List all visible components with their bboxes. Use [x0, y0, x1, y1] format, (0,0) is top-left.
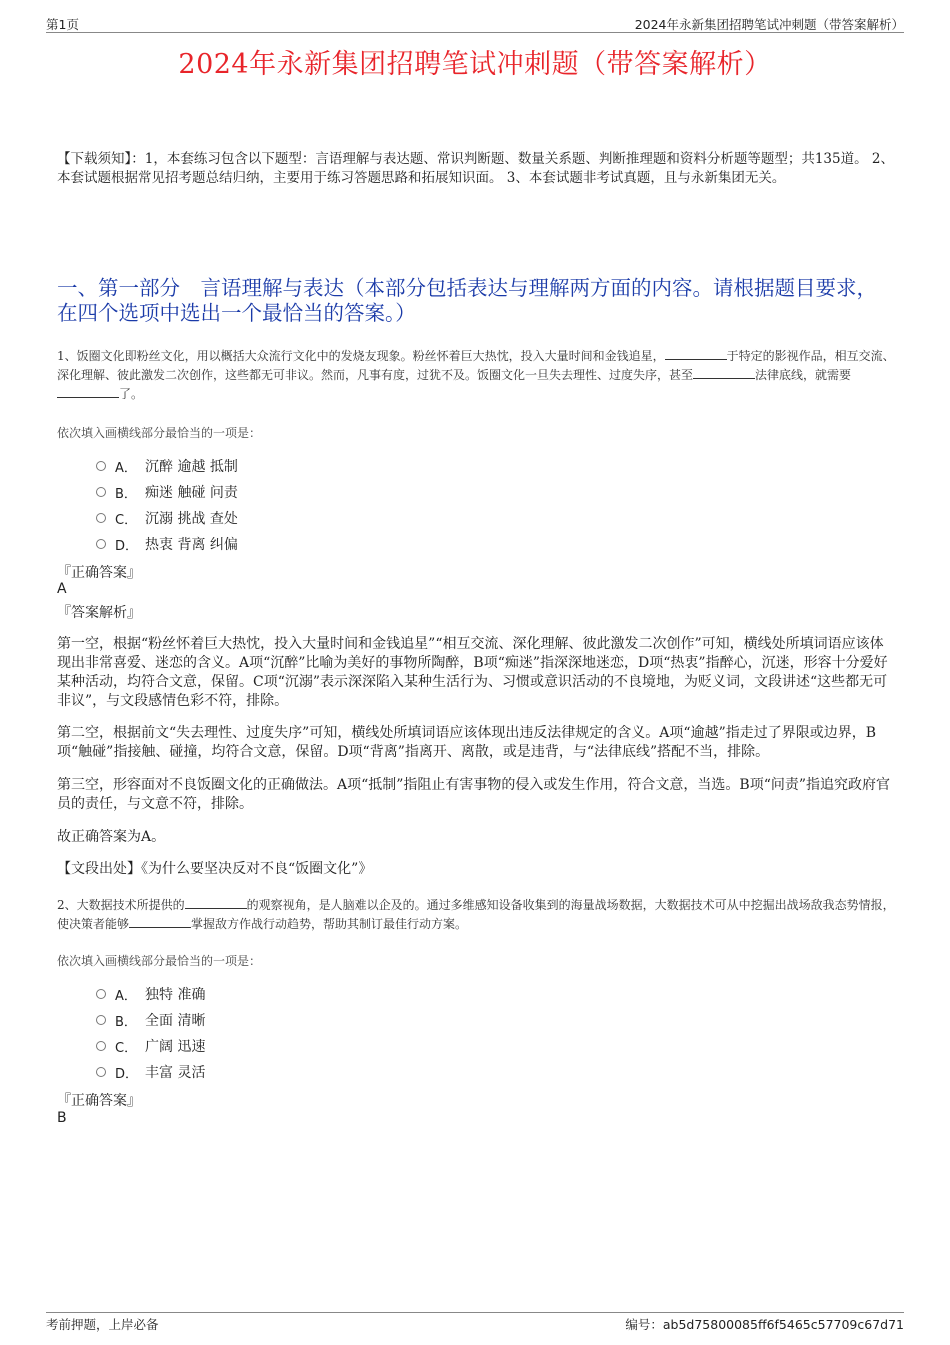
- page-number: 第1页: [46, 17, 79, 32]
- answer-blank: [665, 348, 727, 360]
- option-text: 独特 准确: [145, 987, 206, 1003]
- question-2-options: [96, 981, 205, 1085]
- option-letter: C．: [115, 512, 138, 528]
- answer-blank: [185, 897, 247, 909]
- q1-text-part: 法律底线，就需要: [755, 368, 852, 382]
- correct-answer-label: 『正确答案』: [57, 1093, 141, 1109]
- section-heading: 一、第一部分 言语理解与表达（本部分包括表达与理解两方面的内容。请根据题目要求，在四个选项中选出一个最恰当的答案。）: [57, 276, 877, 325]
- option-text: 沉溺 挑战 查处: [145, 511, 238, 527]
- download-notice: 【下载须知】：1，本套练习包含以下题型：言语理解与表达题、常识判断题、数量关系题、判断推理题和资料分析题等题型；共135道。 2、本套试题根据常见招考题总结归纳，主要用于练习答题思路和拓展知识面。 3、本套试题非考试真题，且与永新集团无关。: [57, 151, 894, 186]
- document-serial: 编号：ab5d75800085ff6f5465c57709c67d71: [625, 1317, 904, 1332]
- radio-icon[interactable]: [96, 539, 106, 549]
- question-1-text: [57, 347, 900, 404]
- radio-icon[interactable]: [96, 513, 106, 523]
- option-text: 沉醉 逾越 抵制: [145, 459, 238, 475]
- answer-blank: [129, 916, 191, 928]
- option-text: 丰富 灵活: [145, 1065, 206, 1081]
- header-doc-title: 2024年永新集团招聘笔试冲刺题（带答案解析）: [634, 17, 904, 32]
- question-2-prompt: 依次填入画横线部分最恰当的一项是：: [57, 954, 262, 968]
- analysis-label: 『答案解析』: [57, 605, 141, 621]
- option-letter: A．: [115, 460, 137, 476]
- q2-text-part: 掌握敌方作战行动趋势，帮助其制订最佳行动方案。: [191, 917, 468, 931]
- option-b[interactable]: [96, 1007, 205, 1033]
- option-text: 全面 清晰: [145, 1013, 206, 1029]
- option-letter: A．: [115, 988, 137, 1004]
- option-letter: D．: [115, 1066, 139, 1082]
- page-footer: [46, 1312, 904, 1333]
- option-c[interactable]: [96, 1033, 205, 1059]
- option-letter: B．: [115, 1014, 137, 1030]
- radio-icon[interactable]: [96, 1041, 106, 1051]
- q1-text-part: 1、饭圈文化即粉丝文化，用以概括大众流行文化中的发烧友现象。粉丝怀着巨大热忱，投入大量时间和金钱追星，: [57, 349, 665, 363]
- q1-text-part: 了。: [119, 387, 144, 401]
- radio-icon[interactable]: [96, 989, 106, 999]
- option-a[interactable]: [96, 453, 238, 479]
- analysis-paragraph: 第三空，形容面对不良饭圈文化的正确做法。A项“抵制”指阻止有害事物的侵入或发生作用，符合文意，当选。B项“问责”指追究政府官员的责任，与文意不符，排除。: [57, 777, 891, 812]
- option-a[interactable]: [96, 981, 205, 1007]
- option-c[interactable]: [96, 505, 238, 531]
- option-letter: B．: [115, 486, 137, 502]
- footer-slogan: 考前押题，上岸必备: [46, 1317, 159, 1332]
- radio-icon[interactable]: [96, 1067, 106, 1077]
- option-text: 热衷 背离 纠偏: [145, 537, 238, 553]
- question-2-text: [57, 896, 900, 934]
- question-1-prompt: 依次填入画横线部分最恰当的一项是：: [57, 426, 262, 440]
- radio-icon[interactable]: [96, 1015, 106, 1025]
- option-letter: D．: [115, 538, 139, 554]
- option-d[interactable]: [96, 1059, 205, 1085]
- document-title: 2024年永新集团招聘笔试冲刺题（带答案解析）: [178, 49, 772, 80]
- correct-answer: B: [57, 1110, 67, 1126]
- analysis-paragraph: 第一空，根据“粉丝怀着巨大热忱，投入大量时间和金钱追星”“相互交流、深化理解、彼此激发二次创作”可知，横线处所填词语应该体现出非常喜爱、迷恋的含义。A项“沉醉”比喻为美好的事物所陶醉，B项“痴迷”指深深地迷恋，D项“热衷”指醉心，沉迷，形容十分爱好某种活动，均符合文意，保留。C项“沉溺”表示深深陷入某种生活行为、习惯或意识活动的不良境地，为贬义词，文段讲述“这些都无可非议”，与文段感情色彩不符，排除。: [57, 636, 888, 709]
- analysis-paragraph: 第二空，根据前文“失去理性、过度失序”可知，横线处所填词语应该体现出违反法律规定的含义。A项“逾越”指走过了界限或边界，B项“触碰”指接触、碰撞，均符合文意，保留。D项“背离”指离开、离散，或是违背，与“法律底线”搭配不当，排除。: [57, 725, 877, 760]
- option-text: 痴迷 触碰 问责: [145, 485, 238, 501]
- answer-blank: [57, 386, 119, 398]
- analysis-conclusion: 故正确答案为A。: [57, 829, 166, 845]
- q1-text-part: 于特定的影视作品，相互交流、深化理解、彼此激发二次创作，这些都无可非议。然而，凡事有度，过犹不及。饭圈文化一旦失去理性、过度失序，甚至: [57, 349, 895, 382]
- q2-text-part: 2、大数据技术所提供的: [57, 898, 185, 912]
- correct-answer: A: [57, 581, 67, 597]
- option-letter: C．: [115, 1040, 138, 1056]
- source-citation: 【文段出处】《为什么要坚决反对不良“饭圈文化”》: [57, 861, 373, 877]
- option-text: 广阔 迅速: [145, 1039, 206, 1055]
- q2-text-part: 的观察视角，是人脑难以企及的。通过多维感知设备收集到的海量战场数据，大数据技术可从中挖掘出战场敌我态势情报，使决策者能够: [57, 898, 895, 931]
- option-b[interactable]: [96, 479, 238, 505]
- correct-answer-label: 『正确答案』: [57, 565, 141, 581]
- radio-icon[interactable]: [96, 487, 106, 497]
- answer-blank: [693, 367, 755, 379]
- radio-icon[interactable]: [96, 461, 106, 471]
- option-d[interactable]: [96, 531, 238, 557]
- page-header: [46, 14, 904, 33]
- question-1-options: [96, 453, 238, 557]
